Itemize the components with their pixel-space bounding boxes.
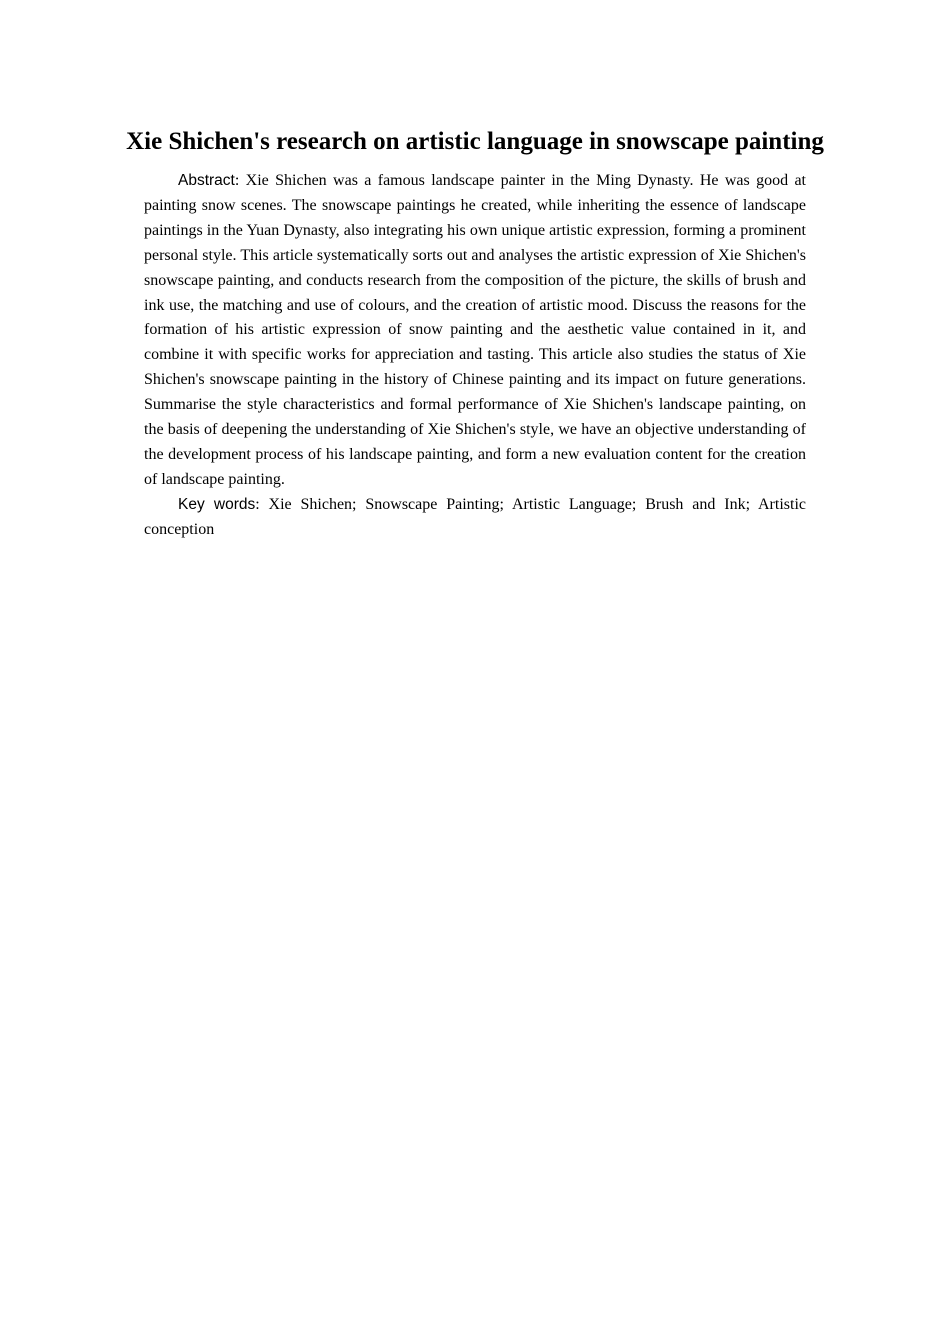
abstract-paragraph: [144, 169, 806, 493]
keywords-label: Key words: [178, 495, 256, 513]
abstract-label: Abstract: [178, 172, 235, 189]
keywords-text: Xie Shichen; Snowscape Painting; Artistic Language; Brush and Ink; Artistic conception: [144, 495, 806, 538]
abstract-text: Xie Shichen was a famous landscape painter in the Ming Dynasty. He was good at painting snow scenes. The snowscape paintings he created, while inheriting the essence of landscape paintings in the Yuan Dynasty, also integrating his own unique artistic expression, forming a prominent personal style. This article systematically sorts out and analyses the artistic expression of Xie Shichen's snowscape painting, and conducts research from the composition of the picture, the skills of brush and ink use, the matching and use of colours, and the creation of artistic mood. Discuss the reasons for the formation of his artistic expression of snow painting and the aesthetic value contained in it, and combine it with specific works for appreciation and tasting. This article also studies the status of Xie Shichen's snowscape painting in the history of Chinese painting and its impact on future generations. Summarise the style characteristics and formal performance of Xie Shichen's landscape painting, on the basis of deepening the understanding of Xie Shichen's style, we have an objective understanding of the development process of his landscape painting, and form a new evaluation content for the creation of landscape painting.: [144, 172, 806, 488]
paper-page: [126, 118, 824, 543]
paper-title: Xie Shichen's research on artistic language in snowscape painting: [126, 128, 824, 155]
abstract-separator: :: [234, 172, 246, 189]
keywords-separator: :: [255, 495, 269, 513]
keywords-paragraph: [144, 493, 806, 543]
